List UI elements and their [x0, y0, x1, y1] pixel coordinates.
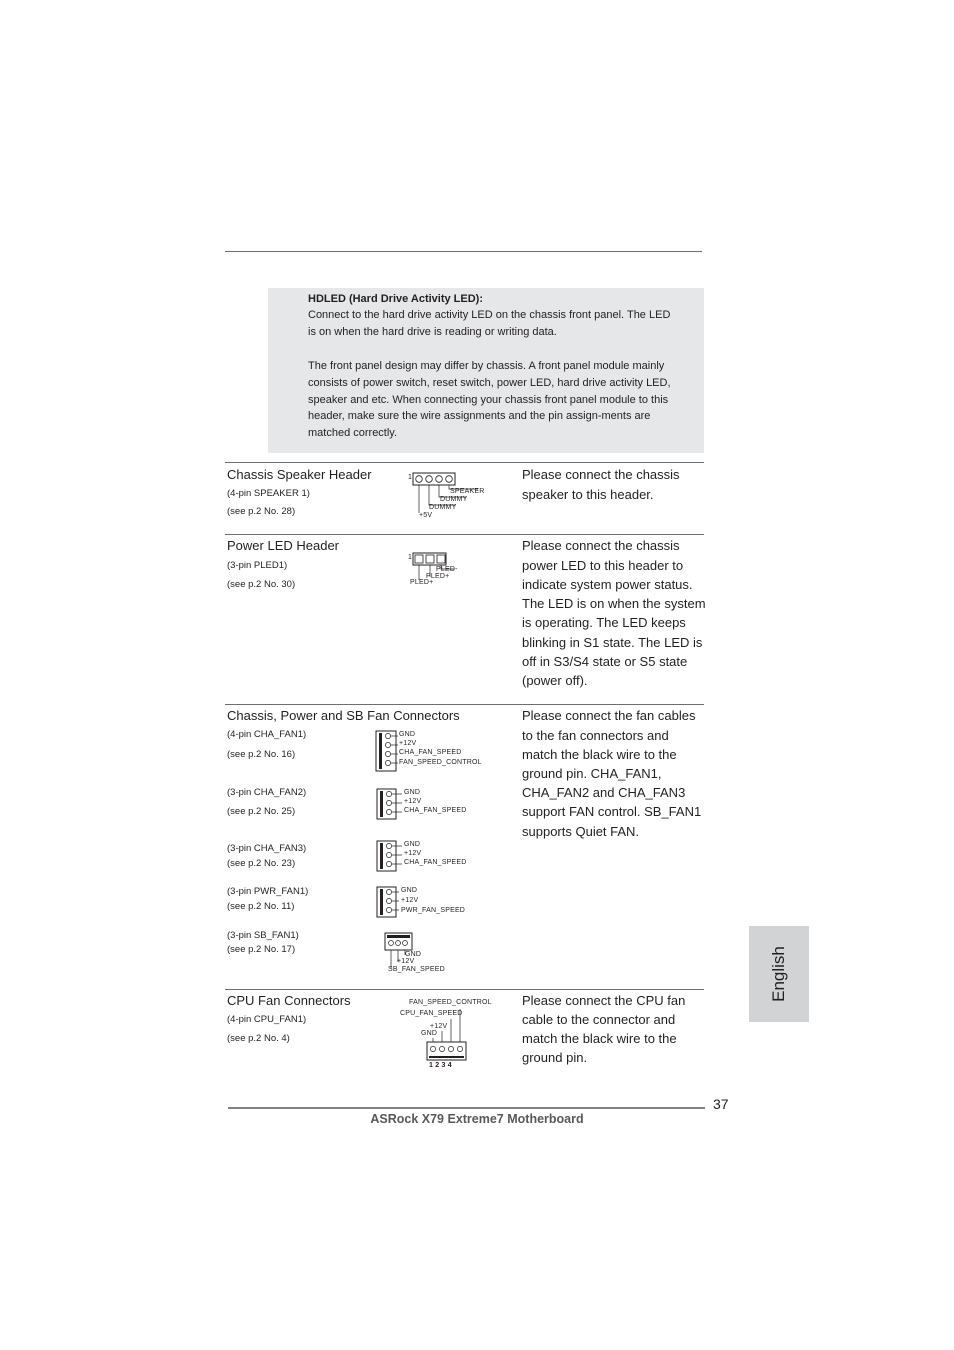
cpu-fan-speed-label: CPU_FAN_SPEED	[400, 1010, 463, 1017]
cpu-desc-line: cable to the connector and	[522, 1012, 676, 1027]
12v-label: +12V	[399, 740, 417, 747]
sb-fan1-see-ref: (see p.2 No. 17)	[227, 944, 296, 955]
fans-desc-line: CHA_FAN2 and CHA_FAN3	[522, 785, 686, 800]
gnd-label: GND	[404, 841, 421, 848]
gnd-label: GND	[405, 951, 422, 958]
gnd-label: GND	[404, 789, 421, 796]
dummy-label: DUMMY	[429, 504, 457, 511]
page-number: 37	[713, 1096, 729, 1112]
gnd-label: GND	[421, 1030, 438, 1037]
cpu-desc-line: ground pin.	[522, 1050, 588, 1065]
fan-speed-control-label: FAN_SPEED_CONTROL	[399, 759, 482, 766]
pled-pin1-marker: 1	[408, 554, 413, 561]
speaker-title: Chassis Speaker Header	[227, 467, 372, 482]
pled-minus-label: PLED-	[436, 566, 458, 573]
speaker-desc-line: Please connect the chassis	[522, 467, 680, 482]
cha-fan1-pin-label: (4-pin CHA_FAN1)	[227, 729, 307, 740]
header-rule	[225, 251, 702, 252]
pled-plus-label: PLED+	[426, 573, 450, 580]
fans-desc-line: support FAN control. SB_FAN1	[522, 804, 702, 819]
pwr-fan1-pin-label: (3-pin PWR_FAN1)	[227, 886, 309, 897]
fans-title: Chassis, Power and SB Fan Connectors	[227, 708, 460, 723]
speaker-pin1-marker: 1	[408, 474, 413, 481]
speaker-label: SPEAKER	[450, 488, 485, 495]
12v-label: +12V	[401, 897, 419, 904]
pled-desc-line: (power off).	[522, 673, 588, 688]
cpu-fan-diagram	[0, 0, 1, 1]
section-rule	[225, 704, 704, 705]
fans-desc-line: Please connect the fan cables	[522, 708, 696, 723]
12v-label: +12V	[397, 958, 415, 965]
note-line: is on when the hard drive is reading or writing data.	[308, 326, 557, 338]
section-rule	[225, 534, 704, 535]
speaker-pin-label: (4-pin SPEAKER 1)	[227, 488, 310, 499]
note-line: matched correctly.	[308, 427, 398, 439]
pled-desc-line: blinking in S1 state. The LED is	[522, 635, 703, 650]
cha-fan3-see-ref: (see p.2 No. 23)	[227, 858, 296, 869]
fans-desc-line: match the black wire to the	[522, 747, 677, 762]
pled-title: Power LED Header	[227, 538, 339, 553]
fan-speed-label: SB_FAN_SPEED	[388, 966, 445, 973]
pled-desc-line: The LED is on when the system	[522, 596, 706, 611]
pwr-fan1-see-ref: (see p.2 No. 11)	[227, 901, 295, 912]
cha-fan2-see-ref: (see p.2 No. 25)	[227, 806, 296, 817]
section-rule	[225, 462, 704, 463]
cha-fan1-see-ref: (see p.2 No. 16)	[227, 749, 296, 760]
gnd-label: GND	[401, 887, 418, 894]
fan-speed-label: PWR_FAN_SPEED	[401, 907, 466, 914]
cpu-pin-numbers: 1 2 3 4	[429, 1062, 452, 1069]
cpu-pin-label: (4-pin CPU_FAN1)	[227, 1014, 307, 1025]
pled-see-ref: (see p.2 No. 30)	[227, 579, 296, 590]
note-line: The front panel design may differ by chassis. A front panel module mainly	[308, 360, 665, 372]
12v-label: +12V	[404, 850, 422, 857]
cpu-desc-line: Please connect the CPU fan	[522, 993, 686, 1008]
note-line: speaker and etc. When connecting your chassis front panel module to this	[308, 394, 669, 406]
footer-title: ASRock X79 Extreme7 Motherboard	[370, 1112, 584, 1126]
cpu-see-ref: (see p.2 No. 4)	[227, 1033, 290, 1044]
gnd-label: GND	[399, 731, 416, 738]
section-rule	[225, 989, 704, 990]
pled-desc-line: Please connect the chassis	[522, 538, 680, 553]
pled-desc-line: indicate system power status.	[522, 577, 693, 592]
pled-desc-line: off in S3/S4 state or S5 state	[522, 654, 688, 669]
dummy-label: DUMMY	[440, 496, 468, 503]
fan-speed-label: CHA_FAN_SPEED	[404, 807, 467, 814]
pled-pin-label: (3-pin PLED1)	[227, 560, 288, 571]
note-title: HDLED (Hard Drive Activity LED):	[308, 293, 484, 305]
footer-rule	[228, 1107, 705, 1109]
cha-fan2-pin-label: (3-pin CHA_FAN2)	[227, 787, 307, 798]
sb-fan1-pin-label: (3-pin SB_FAN1)	[227, 930, 299, 941]
fans-desc-line: supports Quiet FAN.	[522, 824, 640, 839]
12v-label: +12V	[404, 798, 422, 805]
speaker-see-ref: (see p.2 No. 28)	[227, 506, 296, 517]
fan-speed-control-label: FAN_SPEED_CONTROL	[409, 999, 492, 1006]
language-tab-label: English	[769, 946, 788, 1002]
fan-speed-label: CHA_FAN_SPEED	[399, 749, 462, 756]
note-line: consists of power switch, reset switch, power LED, hard drive activity LED,	[308, 377, 671, 389]
12v-label: +12V	[430, 1023, 448, 1030]
cpu-desc-line: match the black wire to the	[522, 1031, 677, 1046]
fans-desc-line: to the fan connectors and	[522, 728, 669, 743]
note-line: Connect to the hard drive activity LED on the chassis front panel. The LED	[308, 309, 671, 321]
cha-fan3-pin-label: (3-pin CHA_FAN3)	[227, 843, 307, 854]
speaker-desc-line: speaker to this header.	[522, 487, 654, 502]
5v-label: +5V	[419, 512, 433, 519]
fans-desc-line: ground pin. CHA_FAN1,	[522, 766, 662, 781]
note-line: header, make sure the wire assignments and the pin assign-ments are	[308, 410, 651, 422]
pled-desc-line: power LED to this header to	[522, 558, 684, 573]
cpu-title: CPU Fan Connectors	[227, 993, 351, 1008]
pled-plus-label: PLED+	[410, 579, 434, 586]
language-tab	[749, 926, 809, 1022]
pled-desc-line: is operating. The LED keeps	[522, 615, 686, 630]
fan-speed-label: CHA_FAN_SPEED	[404, 859, 467, 866]
